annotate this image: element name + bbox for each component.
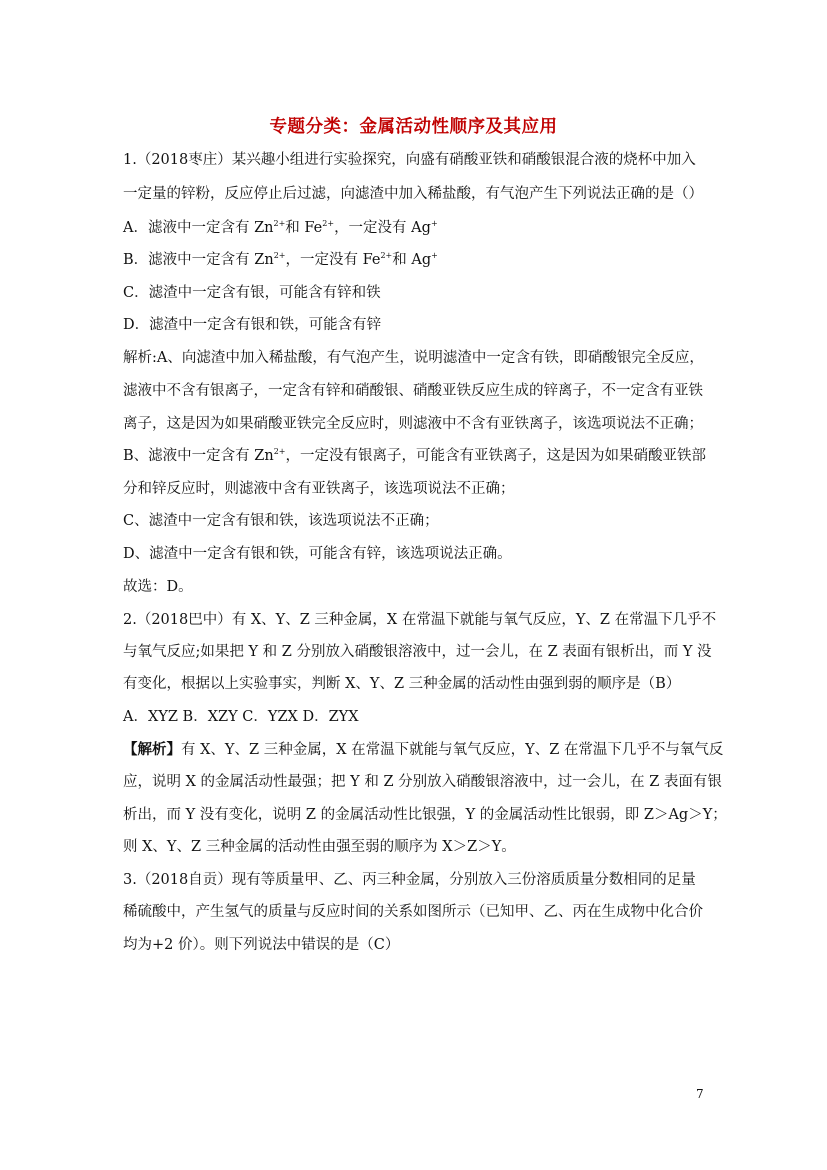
- q1-analysis-line-4: B、滤液中一定含有 $Zn^{2+}$，一定没有银离子，可能含有亚铁离子，这是因为如果硝酸亚铁部: [123, 447, 706, 464]
- q1-option-d: D．滤渣中一定含有银和铁，可能含有锌: [123, 317, 382, 333]
- q2-stem-line-2: 与氧气反应;如果把 Y 和 Z 分别放入硝酸银溶液中，过一会儿，在 Z 表面有银析出，而 Y 没: [123, 644, 712, 660]
- q1-analysis-line-6: C、滤渣中一定含有银和铁，该选项说法不正确；: [123, 513, 439, 529]
- q1-stem-line-2: 一定量的锌粉，反应停止后过滤，向滤渣中加入稀盐酸，有气泡产生下列说法正确的是（）: [123, 186, 703, 202]
- q2-analysis-line-4: 则 X、Y、Z 三种金属的活动性由强至弱的顺序为 X＞Z＞Y。: [123, 839, 516, 855]
- q3-stem-line-3: 均为+2 价）。则下列说法中错误的是（C）: [123, 937, 400, 953]
- q1-stem-line-1: 1.（2018枣庄）某兴趣小组进行实验探究，向盛有硝酸亚铁和硝酸银混合液的烧杯中加入: [123, 152, 696, 168]
- q1-analysis-line-1: 解析:A、向滤渣中加入稀盐酸，有气泡产生，说明滤渣中一定含有铁，即硝酸银完全反应，: [123, 350, 704, 366]
- page-title: 专题分类：金属活动性顺序及其应用: [269, 117, 558, 137]
- q2-analysis-line-3: 析出，而 Y 没有变化，说明 Z 的金属活动性比银强，Y 的金属活动性比银弱，即 Z＞Ag＞Y；: [123, 807, 727, 823]
- q2-stem-line-3: 有变化，根据以上实验事实，判断 X、Y、Z 三种金属的活动性由强到弱的顺序是（B）: [123, 676, 681, 692]
- q3-stem-line-2: 稀硫酸中，产生氢气的质量与反应时间的关系如图所示（已知甲、乙、丙在生成物中化合价: [123, 904, 703, 920]
- q1-option-b: B．滤液中一定含有 $Zn^{2+}$，一定没有 $Fe^{2+}$和 Ag+: [123, 251, 438, 268]
- q3-stem-line-1: 3.（2018自贡）现有等质量甲、乙、丙三种金属，分别放入三份溶质质量分数相同的足量: [123, 872, 696, 888]
- q2-options: A．XYZ B．XZY C．YZX D．ZYX: [123, 709, 359, 725]
- q1-analysis-line-3: 离子，这是因为如果硝酸亚铁完全反应时，则滤液中不含有亚铁离子，该选项说法不正确；: [123, 416, 703, 432]
- q1-analysis-line-2: 滤液中不含有银离子，一定含有锌和硝酸银、硝酸亚铁反应生成的锌离子，不一定含有亚铁: [123, 383, 703, 399]
- q2-analysis-line-2: 应，说明 X 的金属活动性最强；把 Y 和 Z 分别放入硝酸银溶液中，过一会儿，在 Z 表面有银: [123, 774, 722, 790]
- page-number: 7: [696, 1087, 704, 1101]
- q1-answer: 故选：D。: [123, 579, 193, 595]
- q2-stem-line-1: 2.（2018巴中）有 X、Y、Z 三种金属，X 在常温下就能与氧气反应，Y、Z 在常温下几乎不: [123, 612, 717, 628]
- q2-analysis-line-1: 【解析】有 X、Y、Z 三种金属，X 在常温下就能与氧气反应，Y、Z 在常温下几乎不与氧气反: [123, 741, 724, 758]
- q1-analysis-line-7: D、滤渣中一定含有银和铁，可能含有锌，该选项说法正确。: [123, 546, 512, 562]
- q1-option-a: A．滤液中一定含有 $Zn^{2+}$和 $Fe^{2+}$，一定没有 Ag+: [123, 219, 438, 236]
- q1-option-c: C．滤渣中一定含有银，可能含有锌和铁: [123, 285, 381, 301]
- q1-analysis-line-5: 分和锌反应时，则滤液中含有亚铁离子，该选项说法不正确；: [123, 481, 515, 497]
